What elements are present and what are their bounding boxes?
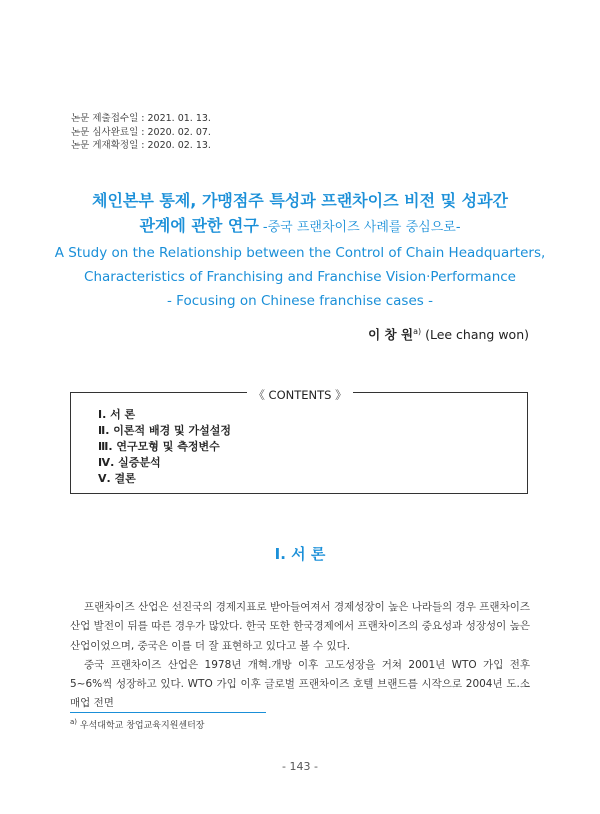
english-title [0, 241, 600, 313]
footnote-text: 우석대학교 창업교육지원센터장 [77, 721, 205, 731]
date-reviewed: 논문 심사완료일 : 2020. 02. 07. [71, 126, 211, 138]
paragraph: 중국 프랜차이즈 산업은 1978년 개혁.개방 이후 고도성장을 거쳐 2001년 WTO 가입 전후 5~6%씩 성장하고 있다. WTO 가입 이후 글로벌 프랜차이즈 호텔 브랜드를 시작으로 2004년 도.소매업 전면 [70, 658, 530, 710]
contents-heading [71, 384, 529, 403]
contents-heading-text: 《 CONTENTS 》 [247, 388, 352, 402]
contents-item: Ⅲ. 연구모형 및 측정변수 [98, 440, 220, 453]
author-line [368, 325, 529, 343]
paragraph: 프랜차이즈 산업은 선진국의 경제지표로 받아들여져서 경제성장이 높은 나라들의 경우 프랜차이즈 산업 발전이 뒤를 따른 경우가 많았다. 한국 또한 한국경제에서 프랜차이즈의 중요성과 성장성이 높은 산업이었으며, 중국은 이를 더 잘 표현하고 있다고 볼 수 있다. [70, 601, 530, 652]
korean-title-line2 [0, 213, 600, 240]
contents-box [70, 388, 528, 494]
korean-title-main: 관계에 관한 연구 [139, 216, 259, 235]
footnote [70, 718, 204, 731]
date-received: 논문 제출접수일 : 2021. 01. 13. [71, 113, 211, 124]
contents-item: Ⅴ. 결론 [98, 472, 136, 485]
english-title-line1: A Study on the Relationship between the Control of Chain Headquarters, [54, 245, 546, 261]
korean-title [0, 188, 600, 240]
korean-title-line1: 체인본부 통제, 가맹점주 특성과 프랜차이즈 비전 및 성과간 [91, 191, 508, 210]
footnote-divider [70, 712, 266, 713]
body-text [70, 598, 530, 714]
section-heading: Ⅰ. 서 론 [274, 545, 326, 563]
contents-list [98, 407, 231, 487]
page-number: - 143 - [282, 760, 318, 773]
submission-dates [71, 112, 211, 153]
contents-item: Ⅱ. 이론적 배경 및 가설설정 [98, 424, 232, 437]
footnote-mark: a) [70, 718, 78, 726]
author-footnote-mark: a) [413, 326, 422, 336]
date-accepted: 논문 게재확정일 : 2020. 02. 13. [71, 140, 211, 151]
contents-item: Ⅰ. 서 론 [98, 408, 136, 421]
author-name: 이 창 원 [368, 327, 414, 342]
english-title-line2: Characteristics of Franchising and Franchise Vision·Performance [84, 269, 516, 285]
korean-subtitle: -중국 프랜차이즈 사례를 중심으로- [258, 220, 461, 235]
author-roman-name: (Lee chang won) [421, 327, 529, 342]
contents-item: Ⅳ. 실증분석 [98, 456, 161, 469]
english-subtitle: - Focusing on Chinese franchise cases - [167, 293, 433, 309]
